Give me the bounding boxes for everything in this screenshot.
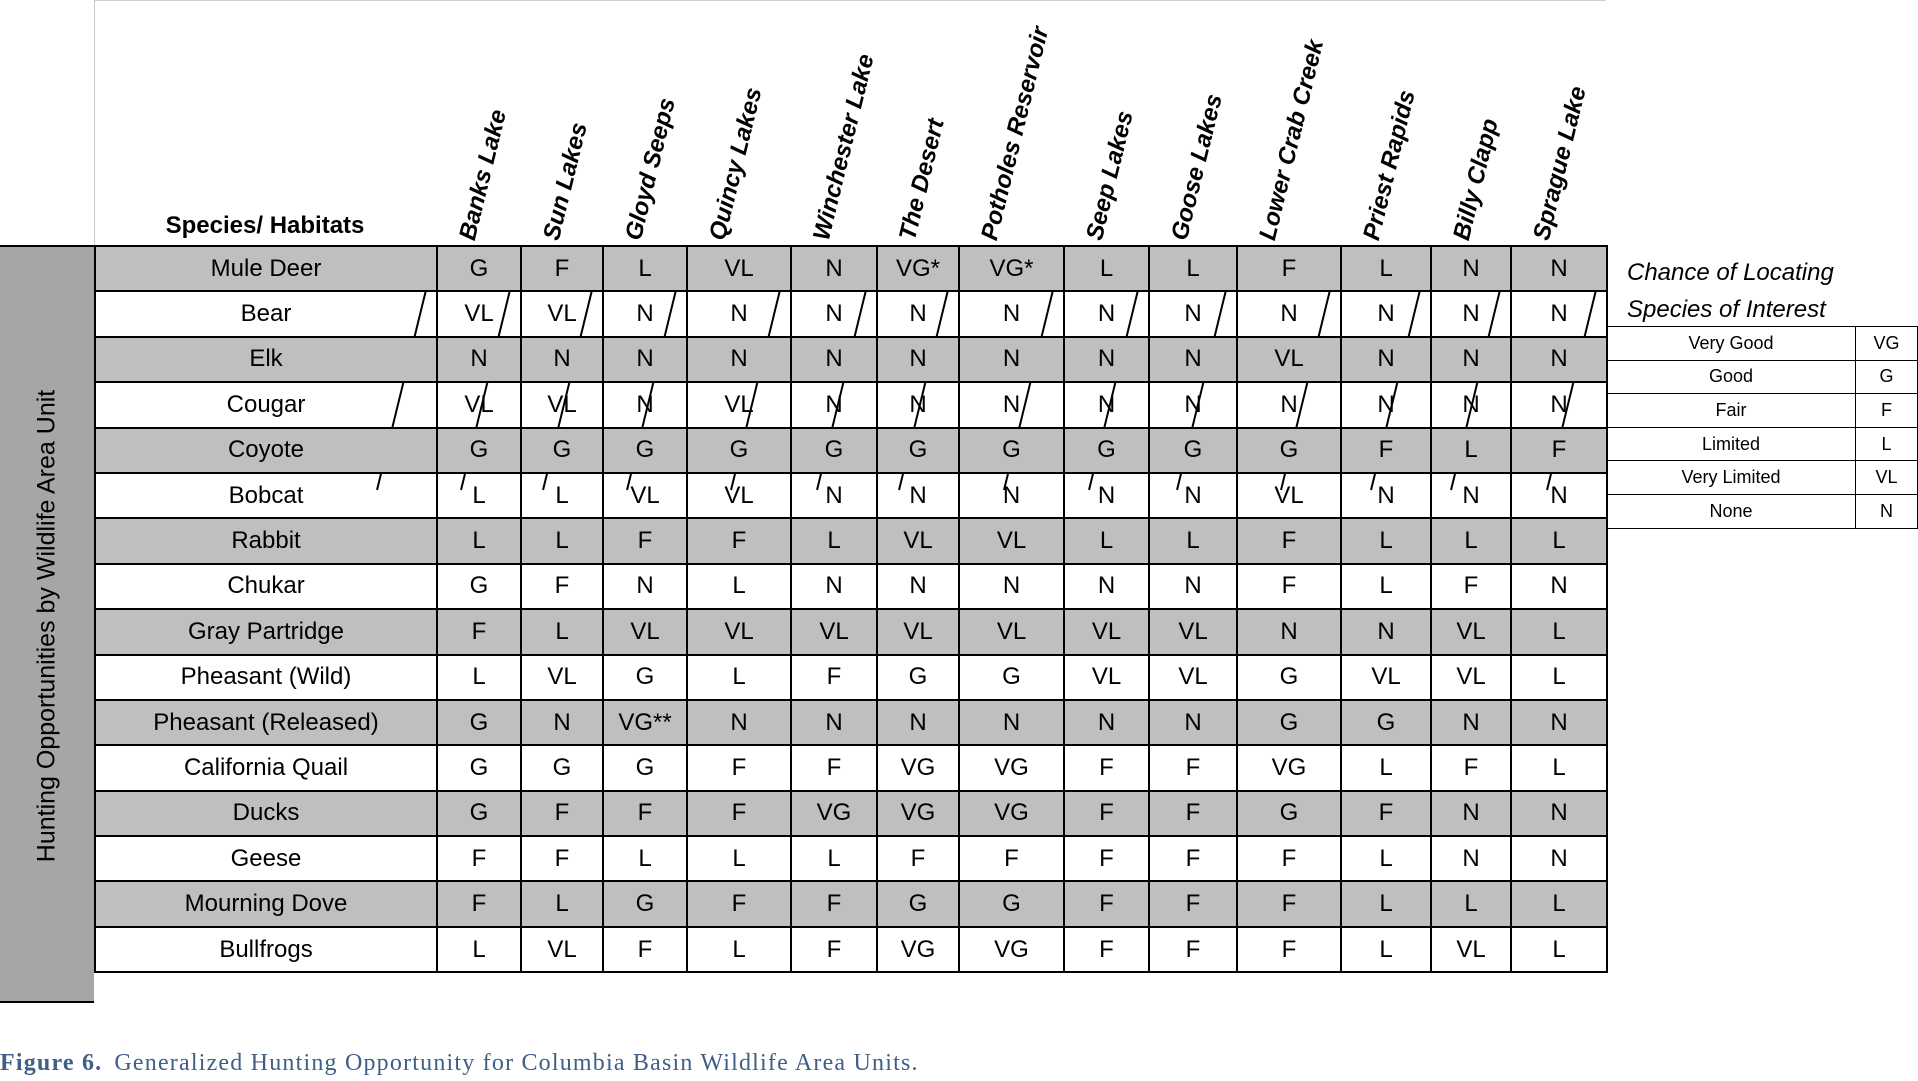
rating-cell: VL (437, 291, 521, 336)
rating-cell: N (959, 564, 1064, 609)
rating-cell: F (603, 927, 687, 972)
rating-cell: L (1511, 609, 1607, 654)
rating-cell: L (521, 473, 603, 518)
species-name-cell: Rabbit (95, 518, 437, 563)
rating-cell: N (1149, 291, 1237, 336)
rating-cell: N (1431, 382, 1511, 427)
rating-cell: L (1149, 246, 1237, 291)
table-row (95, 428, 1607, 473)
rating-cell: L (603, 246, 687, 291)
rating-cell: VL (603, 609, 687, 654)
legend-label: Good (1607, 360, 1856, 394)
rating-cell: L (1511, 881, 1607, 926)
rating-cell: L (687, 836, 791, 881)
rating-cell: G (437, 564, 521, 609)
species-name-cell: Geese (95, 836, 437, 881)
rating-cell: G (959, 428, 1064, 473)
rating-cell: G (437, 246, 521, 291)
rating-cell: G (603, 428, 687, 473)
rating-cell: N (1431, 291, 1511, 336)
rating-cell: F (1149, 881, 1237, 926)
rating-cell: F (521, 246, 603, 291)
rating-cell: VL (877, 518, 959, 563)
unit-header-label: Winchester Lake (808, 51, 880, 243)
table-row (95, 337, 1607, 382)
legend-code: L (1856, 427, 1918, 461)
rating-cell: F (1064, 881, 1149, 926)
rating-cell: N (1431, 246, 1511, 291)
rating-cell: F (1431, 564, 1511, 609)
rating-cell: G (1064, 428, 1149, 473)
rating-cell: G (1149, 428, 1237, 473)
rating-cell: N (1431, 337, 1511, 382)
rating-cell: N (877, 337, 959, 382)
rating-cell: N (687, 337, 791, 382)
species-name-cell: Chukar (95, 564, 437, 609)
unit-header-label: Billy Clapp (1448, 116, 1504, 243)
rating-cell: N (1431, 700, 1511, 745)
rating-cell: L (1511, 655, 1607, 700)
rating-cell: F (687, 791, 791, 836)
rating-cell: VL (1149, 609, 1237, 654)
legend-code: VG (1856, 327, 1918, 361)
rating-cell: L (521, 518, 603, 563)
rating-cell: L (437, 518, 521, 563)
rating-cell: L (1341, 246, 1431, 291)
rating-cell: G (437, 428, 521, 473)
table-row (95, 609, 1607, 654)
legend-title (1627, 254, 1834, 328)
rating-cell: F (687, 518, 791, 563)
rating-cell: N (1511, 836, 1607, 881)
rating-cell: VL (877, 609, 959, 654)
table-row (95, 655, 1607, 700)
rating-cell: G (603, 655, 687, 700)
rating-cell: L (1431, 428, 1511, 473)
legend-code: N (1856, 494, 1918, 528)
rating-cell: N (1511, 337, 1607, 382)
rating-cell: F (791, 655, 877, 700)
legend-title-line-1: Chance of Locating (1627, 259, 1834, 286)
rating-cell: N (1149, 564, 1237, 609)
rating-cell: L (1064, 246, 1149, 291)
rating-cell: VG (877, 745, 959, 790)
rating-cell: L (1341, 836, 1431, 881)
rating-cell: N (791, 473, 877, 518)
rating-cell: F (437, 881, 521, 926)
rating-cell: VG* (959, 246, 1064, 291)
rating-cell: VG (791, 791, 877, 836)
rating-cell: F (1237, 564, 1341, 609)
rating-cell: N (687, 291, 791, 336)
rating-cell: L (1511, 927, 1607, 972)
species-name-cell: California Quail (95, 745, 437, 790)
rating-cell: F (687, 745, 791, 790)
rating-cell: F (1064, 745, 1149, 790)
unit-header-label: Banks Lake (454, 106, 513, 243)
rating-cell: N (877, 564, 959, 609)
rating-cell: N (1064, 382, 1149, 427)
rating-cell: G (521, 745, 603, 790)
rating-cell: L (791, 836, 877, 881)
rating-cell: N (877, 473, 959, 518)
rating-cell: F (1237, 881, 1341, 926)
rating-cell: N (1431, 473, 1511, 518)
rating-cell: VG (1237, 745, 1341, 790)
rating-cell: VL (791, 609, 877, 654)
rating-cell: F (1149, 836, 1237, 881)
rating-cell: VG (959, 927, 1064, 972)
rating-cell: L (437, 473, 521, 518)
rating-cell: G (603, 745, 687, 790)
rating-cell: VL (1431, 927, 1511, 972)
table-row (95, 745, 1607, 790)
species-name-cell: Mourning Dove (95, 881, 437, 926)
rating-cell: F (521, 791, 603, 836)
rating-cell: VG** (603, 700, 687, 745)
rating-cell: N (1511, 382, 1607, 427)
rating-cell: N (791, 246, 877, 291)
rating-cell: F (959, 836, 1064, 881)
rating-cell: F (1341, 791, 1431, 836)
rating-cell: N (791, 337, 877, 382)
rating-cell: N (959, 291, 1064, 336)
legend-row (1607, 427, 1918, 461)
unit-header-label: The Desert (894, 116, 950, 243)
legend-label: None (1607, 494, 1856, 528)
rating-cell: G (437, 791, 521, 836)
rating-cell: G (877, 881, 959, 926)
unit-header-label: Priest Rapids (1358, 87, 1421, 243)
rating-cell: F (791, 881, 877, 926)
rating-cell: N (1431, 836, 1511, 881)
rating-cell: VL (1064, 609, 1149, 654)
legend-label: Very Limited (1607, 461, 1856, 495)
rating-cell: N (791, 564, 877, 609)
unit-header-label: Goose Lakes (1166, 91, 1228, 243)
row-header-text: Hunting Opportunities by Wildlife Area Unit (32, 389, 61, 863)
unit-header-label: Quincy Lakes (704, 84, 768, 243)
unit-header-label: Lower Crab Creek (1254, 37, 1330, 243)
unit-column-headers (0, 0, 1918, 245)
species-name-cell: Bobcat (95, 473, 437, 518)
rating-cell: F (1511, 428, 1607, 473)
rating-cell: G (959, 881, 1064, 926)
rating-cell: L (1341, 564, 1431, 609)
rating-cell: L (1149, 518, 1237, 563)
rating-cell: F (1237, 836, 1341, 881)
rating-cell: N (791, 291, 877, 336)
rating-cell: G (437, 745, 521, 790)
table-row (95, 836, 1607, 881)
rating-cell: G (521, 428, 603, 473)
rating-cell: F (791, 927, 877, 972)
legend-label: Limited (1607, 427, 1856, 461)
rating-cell: N (1149, 337, 1237, 382)
rating-cell: VL (1237, 337, 1341, 382)
legend-row (1607, 494, 1918, 528)
rating-cell: N (1341, 291, 1431, 336)
unit-header-label: Gloyd Seeps (620, 95, 681, 243)
rating-cell: VL (687, 382, 791, 427)
rating-cell: VL (1431, 655, 1511, 700)
rating-cell: F (603, 518, 687, 563)
legend-label: Fair (1607, 394, 1856, 428)
figure-caption (0, 1050, 919, 1077)
rating-cell: G (437, 700, 521, 745)
rating-cell: F (437, 836, 521, 881)
table-row (95, 473, 1607, 518)
rating-cell: F (687, 881, 791, 926)
rating-cell: F (1149, 927, 1237, 972)
species-name-cell: Elk (95, 337, 437, 382)
rating-cell: F (1064, 791, 1149, 836)
rating-cell: L (1431, 518, 1511, 563)
legend-code: G (1856, 360, 1918, 394)
legend-table (1606, 326, 1918, 529)
rating-cell: N (1064, 473, 1149, 518)
rating-cell: VL (521, 382, 603, 427)
rating-cell: L (791, 518, 877, 563)
rating-cell: N (687, 700, 791, 745)
rating-cell: L (1341, 927, 1431, 972)
rating-cell: N (1341, 609, 1431, 654)
rating-cell: L (1341, 881, 1431, 926)
rating-cell: G (1237, 655, 1341, 700)
rating-cell: VG (877, 927, 959, 972)
unit-header-label: Sun Lakes (538, 119, 593, 243)
rating-cell: L (1511, 518, 1607, 563)
rating-cell: F (1237, 518, 1341, 563)
table-row (95, 927, 1607, 972)
rating-cell: N (877, 291, 959, 336)
rating-cell: F (603, 791, 687, 836)
legend-label: Very Good (1607, 327, 1856, 361)
legend-row (1607, 360, 1918, 394)
figure-caption-text: Generalized Hunting Opportunity for Columbia Basin Wildlife Area Units. (114, 1050, 919, 1076)
unit-header-label: Sprague Lake (1528, 83, 1592, 243)
rating-cell: G (1237, 700, 1341, 745)
rating-cell: L (1341, 518, 1431, 563)
rating-cell: VG (959, 745, 1064, 790)
rating-cell: L (521, 609, 603, 654)
unit-header-label: Seep Lakes (1081, 108, 1139, 243)
table-row (95, 382, 1607, 427)
rating-cell: N (1341, 382, 1431, 427)
species-name-cell: Mule Deer (95, 246, 437, 291)
rating-cell: N (791, 382, 877, 427)
rating-cell: G (687, 428, 791, 473)
rating-cell: VL (1149, 655, 1237, 700)
rating-cell: VL (521, 291, 603, 336)
rating-cell: F (791, 745, 877, 790)
rating-cell: L (437, 927, 521, 972)
rating-cell: G (603, 881, 687, 926)
species-name-cell: Bear (95, 291, 437, 336)
rating-cell: VG* (877, 246, 959, 291)
rating-cell: F (1149, 745, 1237, 790)
rating-cell: N (521, 700, 603, 745)
row-header-label (0, 245, 94, 1003)
legend-row (1607, 394, 1918, 428)
rating-cell: N (1341, 473, 1431, 518)
rating-cell: VL (1431, 609, 1511, 654)
rating-cell: VL (521, 655, 603, 700)
rating-cell: N (877, 700, 959, 745)
rating-cell: N (1237, 609, 1341, 654)
species-name-cell: Ducks (95, 791, 437, 836)
rating-cell: N (1511, 791, 1607, 836)
table-row (95, 881, 1607, 926)
rating-cell: L (687, 655, 791, 700)
figure-label: Figure 6. (0, 1050, 103, 1076)
rating-cell: L (1511, 745, 1607, 790)
rating-cell: N (1149, 473, 1237, 518)
rating-cell: VL (1064, 655, 1149, 700)
rating-cell: N (959, 700, 1064, 745)
rating-cell: VG (959, 791, 1064, 836)
rating-cell: N (959, 382, 1064, 427)
rating-cell: N (1064, 700, 1149, 745)
hunting-opportunity-table (94, 245, 1608, 973)
rating-cell: N (791, 700, 877, 745)
table-row (95, 518, 1607, 563)
rating-cell: G (1341, 700, 1431, 745)
legend-row (1607, 461, 1918, 495)
rating-cell: G (1237, 428, 1341, 473)
species-name-cell: Coyote (95, 428, 437, 473)
rating-cell: L (1341, 745, 1431, 790)
rating-cell: N (1149, 382, 1237, 427)
rating-cell: N (1064, 564, 1149, 609)
rating-cell: N (877, 382, 959, 427)
rating-cell: VL (1237, 473, 1341, 518)
legend-code: F (1856, 394, 1918, 428)
rating-cell: F (521, 836, 603, 881)
rating-cell: N (1341, 337, 1431, 382)
rating-cell: F (437, 609, 521, 654)
rating-cell: G (959, 655, 1064, 700)
rating-cell: F (1237, 246, 1341, 291)
rating-cell: L (1431, 881, 1511, 926)
rating-cell: VL (687, 609, 791, 654)
legend-row (1607, 327, 1918, 361)
table-row (95, 291, 1607, 336)
unit-header-label: Potholes Reservoir (976, 24, 1055, 243)
legend-code: VL (1856, 461, 1918, 495)
rating-cell: G (1237, 791, 1341, 836)
rating-cell: N (603, 382, 687, 427)
rating-cell: N (1511, 473, 1607, 518)
rating-cell: N (1511, 564, 1607, 609)
rating-cell: G (791, 428, 877, 473)
table-row (95, 564, 1607, 609)
rating-cell: F (521, 564, 603, 609)
rating-cell: VL (603, 473, 687, 518)
table-row (95, 700, 1607, 745)
rating-cell: G (877, 655, 959, 700)
table-row (95, 791, 1607, 836)
rating-cell: VL (959, 518, 1064, 563)
rating-cell: N (1511, 246, 1607, 291)
rating-cell: VL (1341, 655, 1431, 700)
rating-cell: N (1511, 700, 1607, 745)
species-name-cell: Bullfrogs (95, 927, 437, 972)
rating-cell: VL (687, 473, 791, 518)
rating-cell: N (1064, 291, 1149, 336)
species-name-cell: Pheasant (Wild) (95, 655, 437, 700)
rating-cell: L (687, 927, 791, 972)
species-name-cell: Pheasant (Released) (95, 700, 437, 745)
rating-cell: N (1237, 291, 1341, 336)
rating-cell: N (1237, 382, 1341, 427)
rating-cell: L (687, 564, 791, 609)
rating-cell: F (1341, 428, 1431, 473)
rating-cell: F (1064, 836, 1149, 881)
rating-cell: N (1511, 291, 1607, 336)
rating-cell: N (1064, 337, 1149, 382)
rating-cell: N (959, 473, 1064, 518)
rating-cell: N (1431, 791, 1511, 836)
rating-cell: VL (959, 609, 1064, 654)
species-name-cell: Cougar (95, 382, 437, 427)
rating-cell: F (1149, 791, 1237, 836)
rating-cell: VL (687, 246, 791, 291)
rating-cell: N (603, 337, 687, 382)
table-row (95, 246, 1607, 291)
rating-cell: N (521, 337, 603, 382)
rating-cell: N (603, 291, 687, 336)
rating-cell: N (437, 337, 521, 382)
species-habitats-header: Species/ Habitats (165, 212, 365, 239)
species-name-cell: Gray Partridge (95, 609, 437, 654)
legend-title-line-2: Species of Interest (1627, 296, 1826, 323)
rating-cell: F (877, 836, 959, 881)
rating-cell: F (1237, 927, 1341, 972)
rating-cell: N (959, 337, 1064, 382)
rating-cell: VL (437, 382, 521, 427)
rating-cell: F (1431, 745, 1511, 790)
rating-cell: L (521, 881, 603, 926)
rating-cell: N (1149, 700, 1237, 745)
rating-cell: G (877, 428, 959, 473)
rating-cell: F (1064, 927, 1149, 972)
rating-cell: N (603, 564, 687, 609)
rating-cell: L (603, 836, 687, 881)
rating-cell: VL (521, 927, 603, 972)
rating-cell: L (437, 655, 521, 700)
rating-cell: L (1064, 518, 1149, 563)
rating-cell: VG (877, 791, 959, 836)
